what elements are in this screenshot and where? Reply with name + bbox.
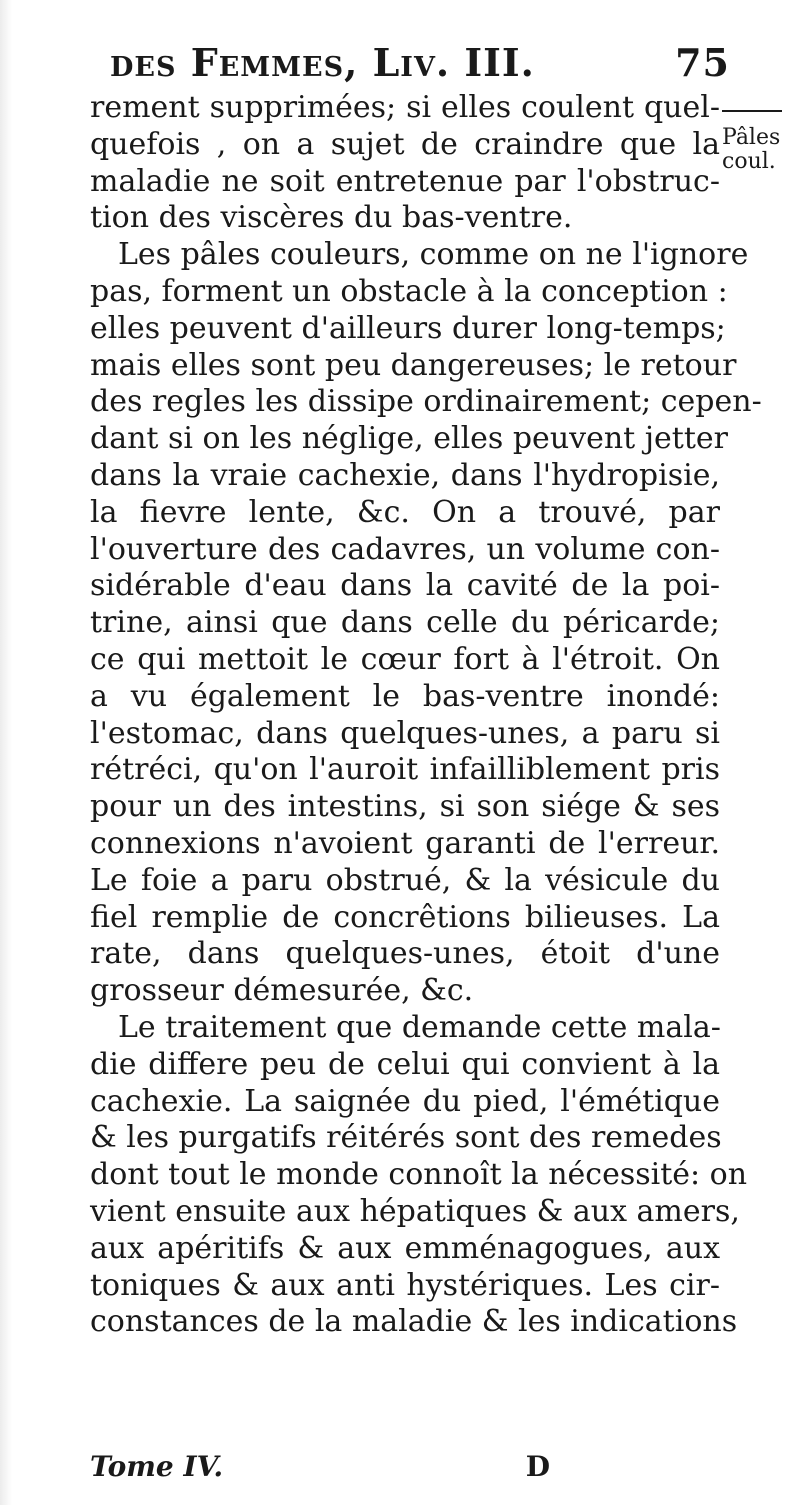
text-line: maladie ne soit entretenue par l'obstruc- xyxy=(90,163,720,199)
text-line: constances de la maladie & les indications xyxy=(90,1304,738,1340)
text-line: aux apéritifs & aux emménagogues, aux xyxy=(90,1230,720,1266)
text-line: l'ouverture des cadavres, un volume con- xyxy=(90,531,720,567)
text-line: elles peuvent d'ailleurs durer long-temps; xyxy=(90,310,726,346)
text-line: ce qui mettoit le cœur fort à l'étroit. On xyxy=(90,641,720,677)
text-line: l'estomac, dans quelques-unes, a paru si xyxy=(90,715,720,751)
text-line: Le foie a paru obstrué, & la vésicule du xyxy=(90,862,720,898)
text-line: dant si on les néglige, elles peuvent jetter xyxy=(90,421,729,457)
text-line: dans la vraie cachexie, dans l'hydropisie, xyxy=(90,457,720,493)
text-line: toniques & aux anti hystériques. Les cir- xyxy=(90,1267,720,1303)
paragraph-1 xyxy=(90,90,720,237)
text-line: a vu également le bas-ventre inondé: xyxy=(90,678,720,714)
marginal-note-line-2: coul. xyxy=(722,149,776,175)
text-line: mais elles sont peu dangereuses; le retour xyxy=(90,347,737,383)
volume-label: Tome IV. xyxy=(90,1450,224,1483)
paragraph-2 xyxy=(90,237,762,1010)
text-line: fiel remplie de concrêtions bilieuses. La xyxy=(90,899,720,935)
text-line: rétréci, qu'on l'auroit infailliblement pris xyxy=(90,752,720,788)
text-line: die differe peu de celui qui convient à la xyxy=(90,1046,720,1082)
text-line: quefois , on a sujet de craindre que la xyxy=(90,126,720,162)
text-line: tion des viscères du bas-ventre. xyxy=(90,200,573,236)
text-line: vient ensuite aux hépatiques & aux amers, xyxy=(90,1193,740,1229)
text-line: rement supprimées; si elles coulent quel- xyxy=(90,90,720,125)
text-line: Les pâles couleurs, comme on ne l'ignore xyxy=(118,237,749,273)
text-line: la fievre lente, &c. On a trouvé, par xyxy=(90,494,720,530)
text-line: trine, ainsi que dans celle du péricarde; xyxy=(90,605,720,641)
page-footer xyxy=(90,1450,550,1483)
marginal-note xyxy=(722,94,800,174)
binding-edge xyxy=(0,0,12,1505)
text-line: rate, dans quelques-unes, étoit d'une xyxy=(90,936,720,972)
text-line: des regles les dissipe ordinairement; cepen- xyxy=(90,384,762,420)
text-line: sidérable d'eau dans la cavité de la poi- xyxy=(90,568,720,604)
text-line: pour un des intestins, si son siége & ses xyxy=(90,789,720,825)
text-line: & les purgatifs réitérés sont des remedes xyxy=(90,1120,722,1156)
page-header xyxy=(110,40,730,85)
text-line: connexions n'avoient garanti de l'erreur. xyxy=(90,825,720,861)
text-line: cachexie. La saignée du pied, l'émétique xyxy=(90,1083,720,1119)
text-line: grosseur démesurée, &c. xyxy=(90,973,474,1009)
marginal-note-line-1: Pâles xyxy=(722,125,781,150)
text-line: Le traitement que demande cette mala- xyxy=(118,1009,721,1045)
running-title: des Femmes, Liv. III. xyxy=(110,40,535,85)
signature-mark: D xyxy=(525,1450,550,1483)
text-line: pas, forment un obstacle à la conception : xyxy=(90,273,728,309)
paragraph-3 xyxy=(90,1009,748,1341)
body-text xyxy=(90,90,762,1341)
page-number: 75 xyxy=(675,40,730,85)
marginal-rule xyxy=(722,110,782,112)
text-line: dont tout le monde connoît la nécessité: on xyxy=(90,1157,748,1193)
